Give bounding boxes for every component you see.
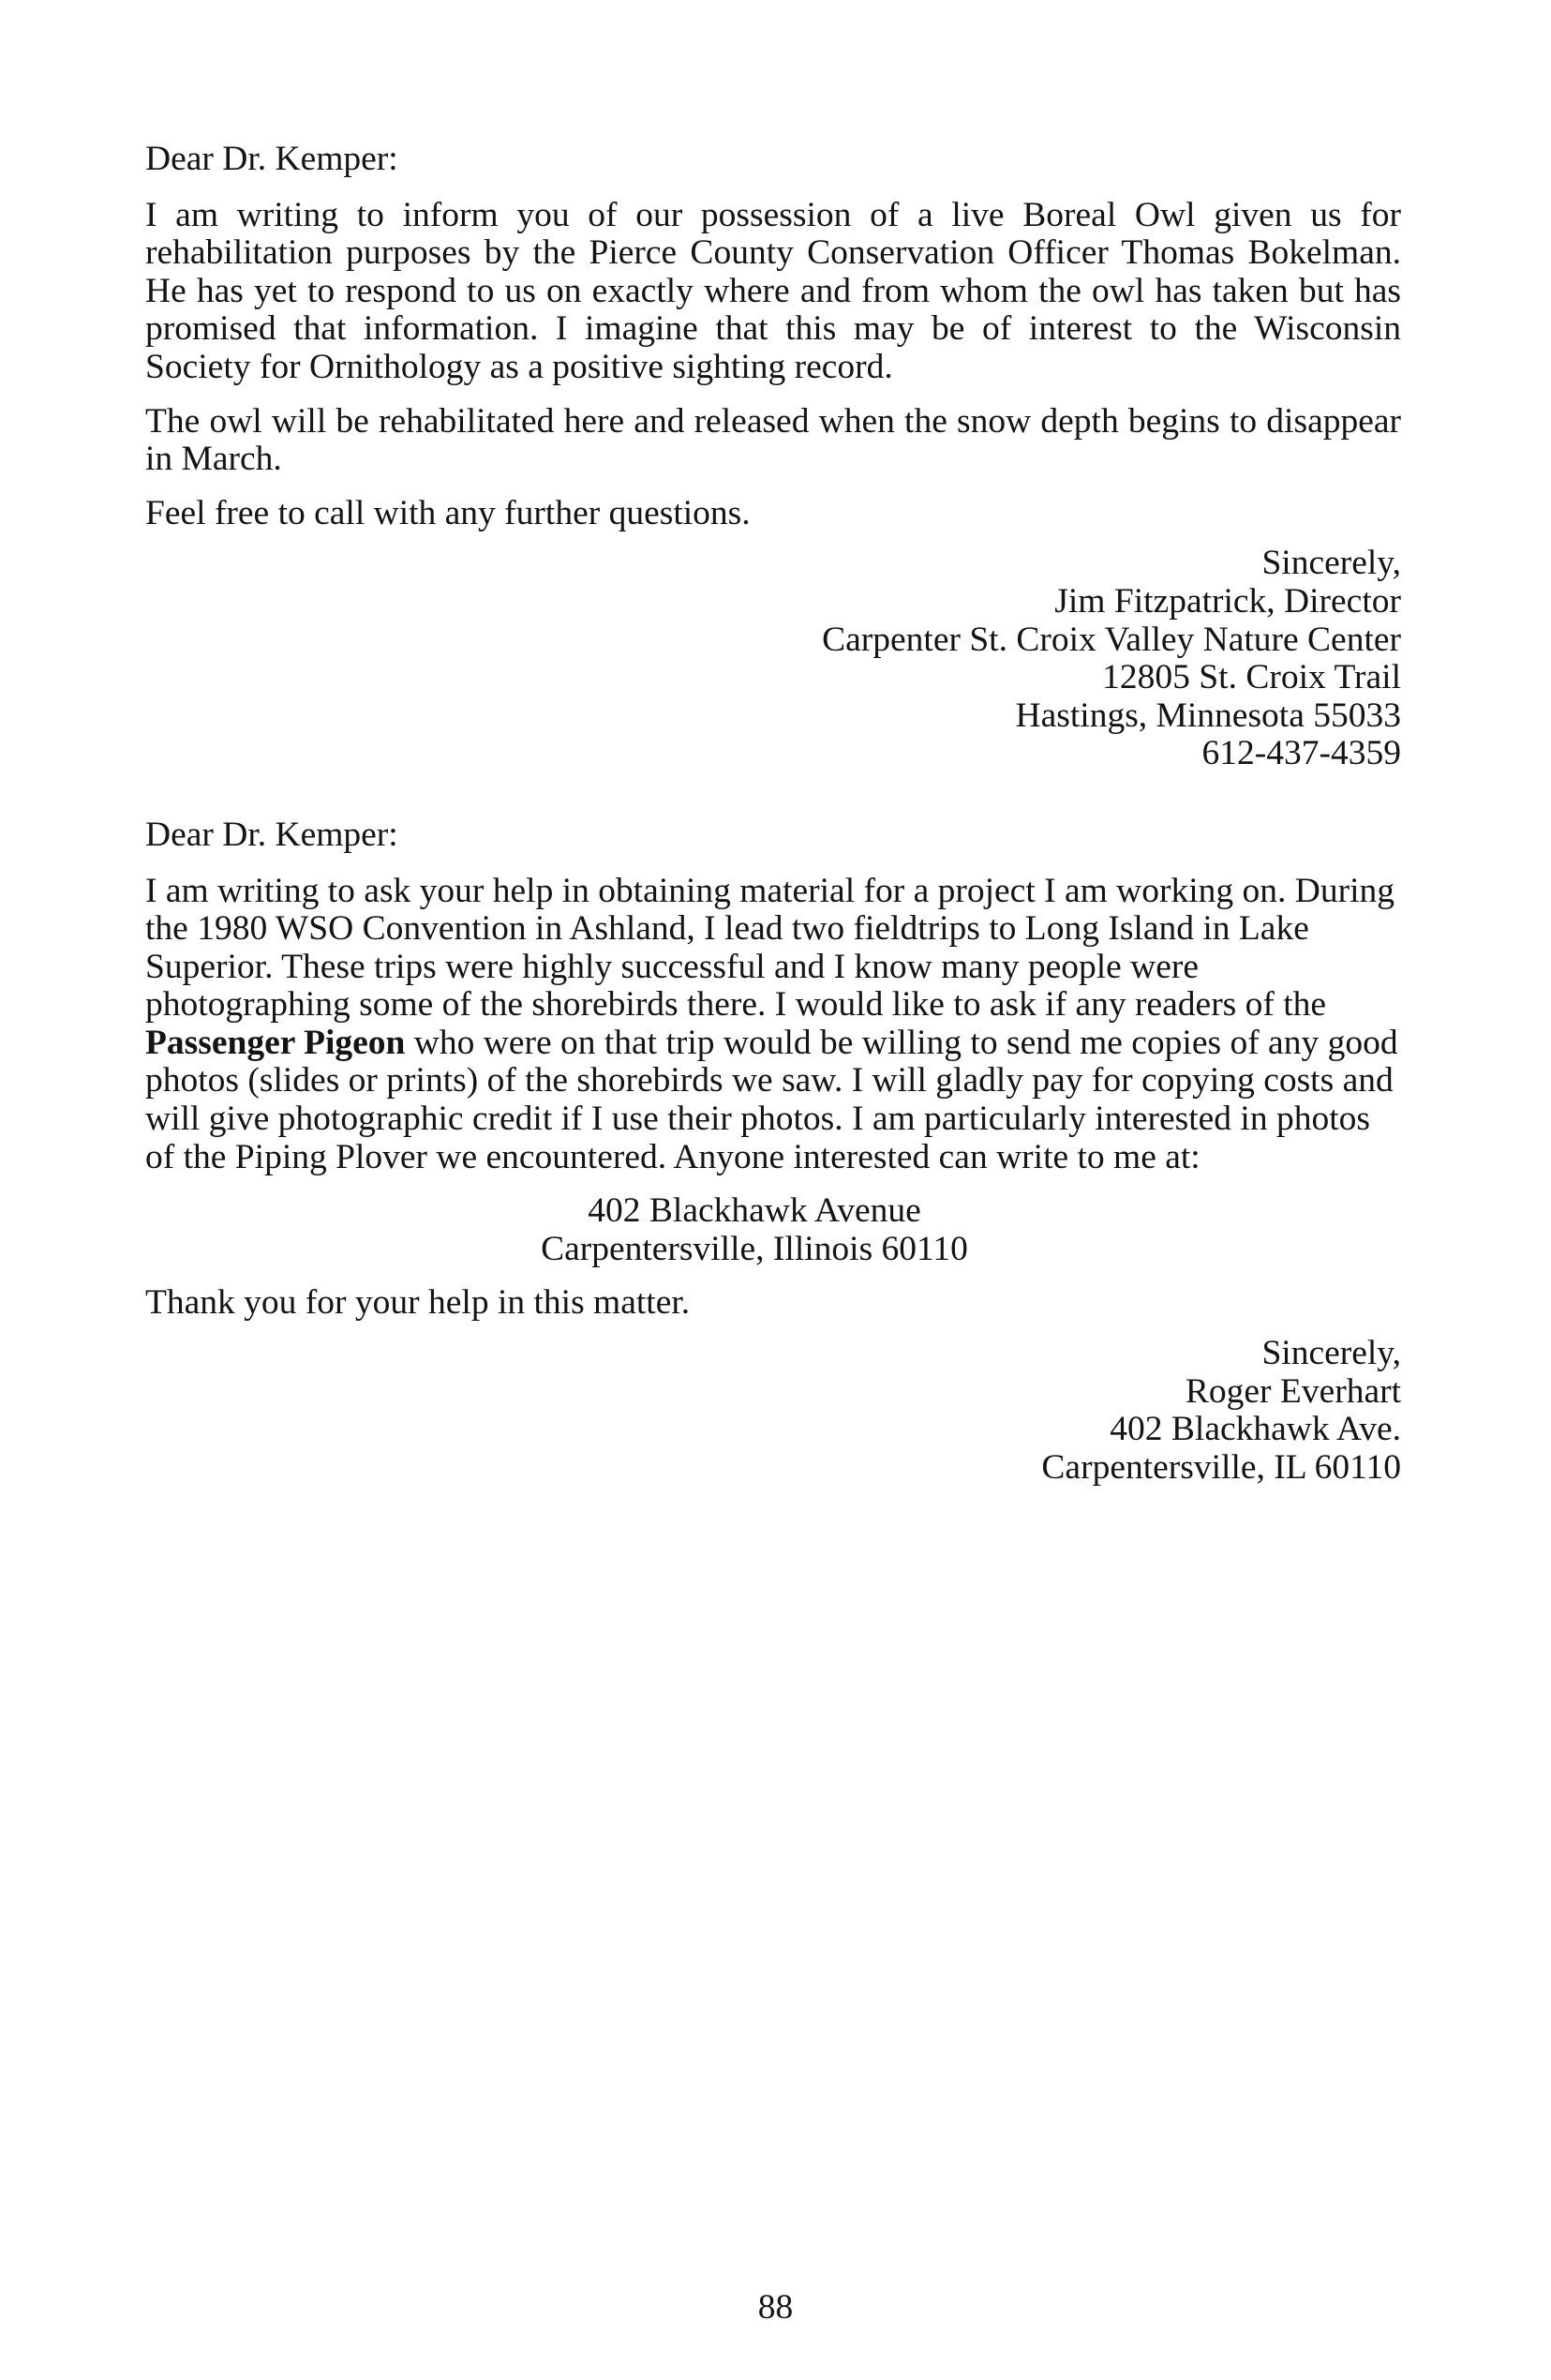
signer-city: Carpentersville, IL 60110 xyxy=(1041,1447,1401,1487)
page-number: 88 xyxy=(757,2288,794,2327)
signature-block xyxy=(145,545,1401,773)
address-city: Carpentersville, Illinois 60110 xyxy=(541,1229,968,1268)
body-paragraph: The owl will be rehabilitated here and released when the snow depth begins to disappear in March. xyxy=(145,401,1401,479)
salutation: Dear Dr. Kemper: xyxy=(145,140,398,178)
mailing-address xyxy=(145,1192,1401,1268)
signer-name: Jim Fitzpatrick, Director xyxy=(1054,581,1401,621)
body-paragraph: I am writing to inform you of our possession of a live Boreal Owl given us for rehabilitation purposes by the Pierce County Conservation Officer Thomas Bokelman. He has yet to respond to us on exactly where and from whom the owl has taken but has promised that information. I imagine that this may be of interest to the Wisconsin Society for Ornithology as a positive sighting record. xyxy=(145,195,1401,386)
signer-phone: 612-437-4359 xyxy=(1201,734,1401,773)
page-content xyxy=(145,141,1401,1487)
body-paragraph xyxy=(145,873,1401,1177)
signature-block xyxy=(145,1335,1401,1487)
signer-street: 402 Blackhawk Ave. xyxy=(1110,1410,1401,1449)
letter-everhart xyxy=(145,816,1401,1488)
valediction: Sincerely, xyxy=(1261,1334,1401,1373)
signer-street: 12805 St. Croix Trail xyxy=(1102,658,1401,697)
thanks-line: Thank you for your help in this matter. xyxy=(145,1283,691,1323)
letter-fitzpatrick xyxy=(145,141,1401,773)
salutation: Dear Dr. Kemper: xyxy=(145,815,398,854)
body-text: I am writing to ask your help in obtaining material for a project I am working on. During the 1980 WSO Convention in Ashland, I lead two fieldtrips to Long Island in Lake Superior. These trips were highly successful and I know many people were photographing some of the shorebirds there. I would like to ask if any readers of the xyxy=(145,871,1395,1025)
body-paragraph: Feel free to call with any further questions. xyxy=(145,493,751,532)
signer-organization: Carpenter St. Croix Valley Nature Center xyxy=(822,620,1401,659)
address-street: 402 Blackhawk Avenue xyxy=(588,1191,921,1231)
body-text: who were on that trip would be willing to send me copies of any good photos (slides or prints) of the shorebirds we saw. I will gladly pay for copying costs and will give photographic credit if I use their photos. I am particularly interested in photos of the Piping Plover we encountered. Anyone interested can write to me at: xyxy=(145,1023,1398,1176)
signer-name: Roger Everhart xyxy=(1185,1371,1401,1411)
publication-title: Passenger Pigeon xyxy=(145,1023,406,1062)
signer-city: Hastings, Minnesota 55033 xyxy=(1015,696,1401,735)
valediction: Sincerely, xyxy=(1261,544,1401,583)
